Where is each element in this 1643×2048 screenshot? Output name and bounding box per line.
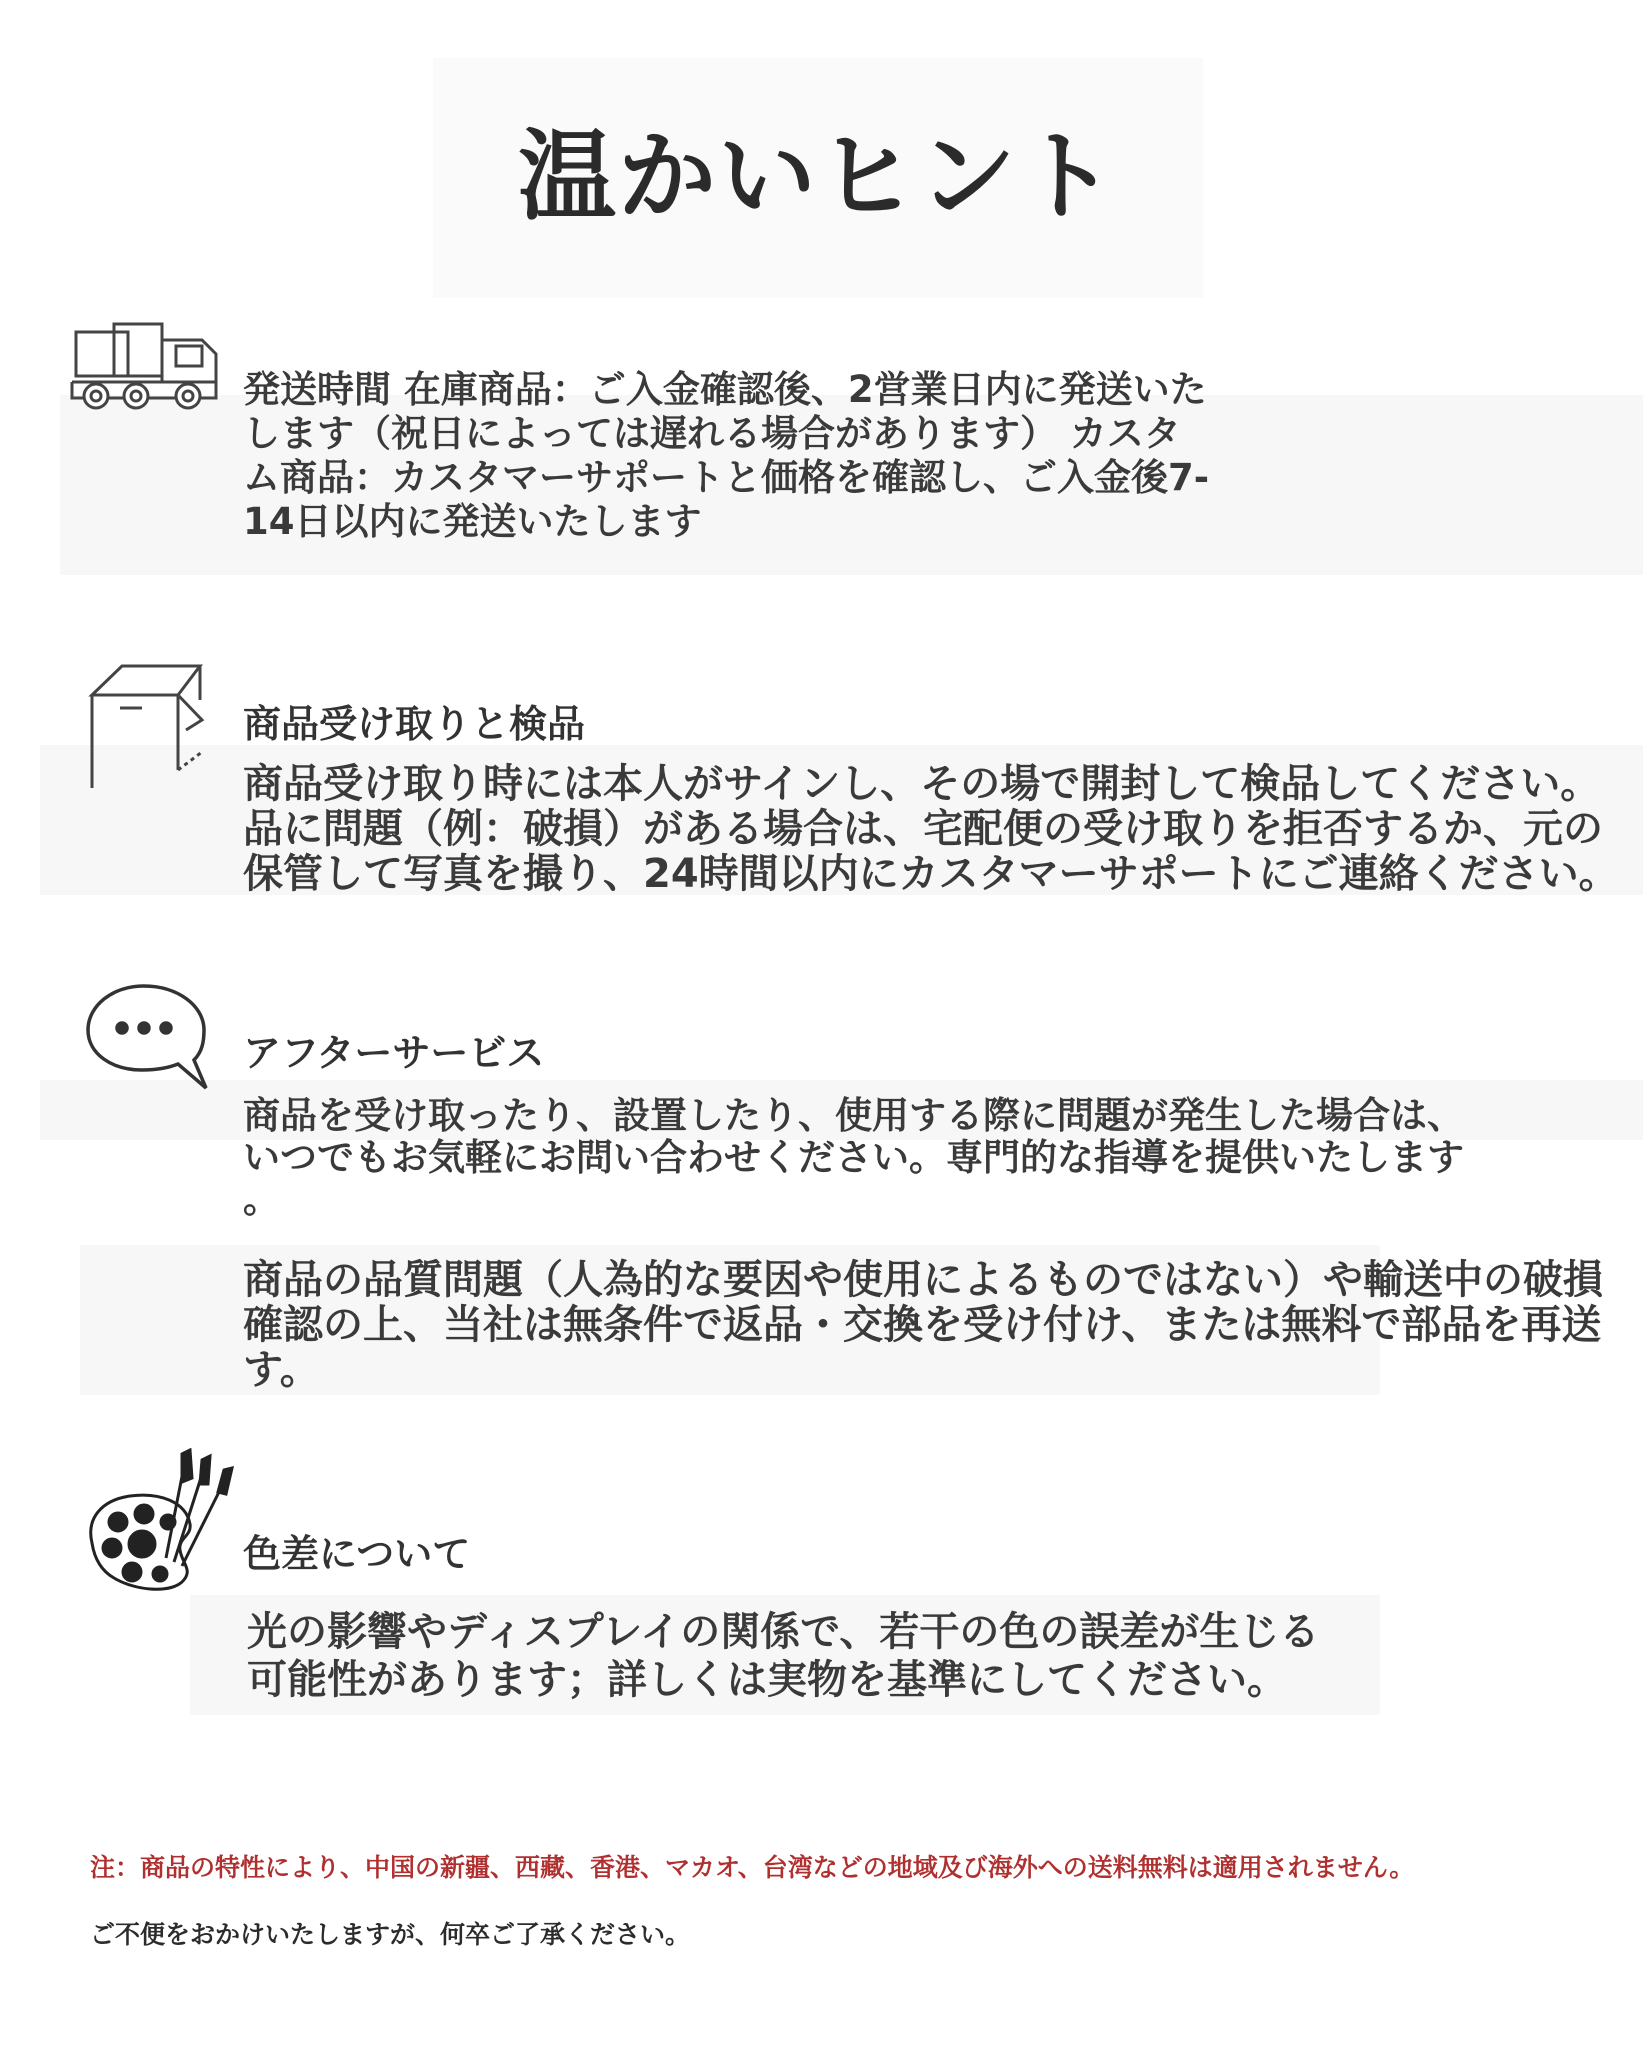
receiving-heading: 商品受け取りと検品 <box>243 702 586 746</box>
color-diff-heading: 色差について <box>243 1532 471 1576</box>
after-service-heading: アフターサービス <box>243 1031 545 1075</box>
shipping-note: 注：商品の特性により、中国の新疆、西藏、香港、マカオ、台湾などの地域及び海外への送料無料は適用されません。 <box>90 1853 1415 1882</box>
delivery-truck-icon <box>70 318 220 422</box>
after-service-text-2: 商品の品質問題（人為的な要因や使用によるものではない）や輸送中の破損 確認の上、当社は無条件で返品・交換を受け付け、または無料で部品を再送 す。 <box>243 1258 1603 1393</box>
open-box-icon <box>82 660 212 799</box>
receiving-text: 商品受け取り時には本人がサインし、その場で開封して検品してください。 品に問題（例：破損）がある場合は、宅配便の受け取りを拒否するか、元の 保管して写真を撮り、24時間以内にカスタマーサポートにご連絡ください。 <box>243 762 1619 897</box>
shipping-text: 発送時間 在庫商品：ご入金確認後、2営業日内に発送いた します（祝日によっては遅れる場合があります） カスタ ム商品：カスタマーサポートと価格を確認し、ご入金後7- 14日以内に発送いたします <box>243 368 1210 543</box>
after-service-text-1: 商品を受け取ったり、設置したり、使用する際に問題が発生した場合は、 いつでもお気軽にお問い合わせください。専門的な指導を提供いたします 。 <box>243 1094 1464 1221</box>
apology-note: ご不便をおかけいたしますが、何卒ご了承ください。 <box>90 1920 691 1949</box>
speech-bubble-icon <box>84 982 214 1096</box>
page-title: 温かいヒント <box>517 120 1118 234</box>
paint-palette-icon <box>82 1448 242 1597</box>
color-diff-text: 光の影響やディスプレイの関係で、若干の色の誤差が生じる 可能性があります；詳しくは実物を基準にしてください。 <box>247 1609 1320 1703</box>
